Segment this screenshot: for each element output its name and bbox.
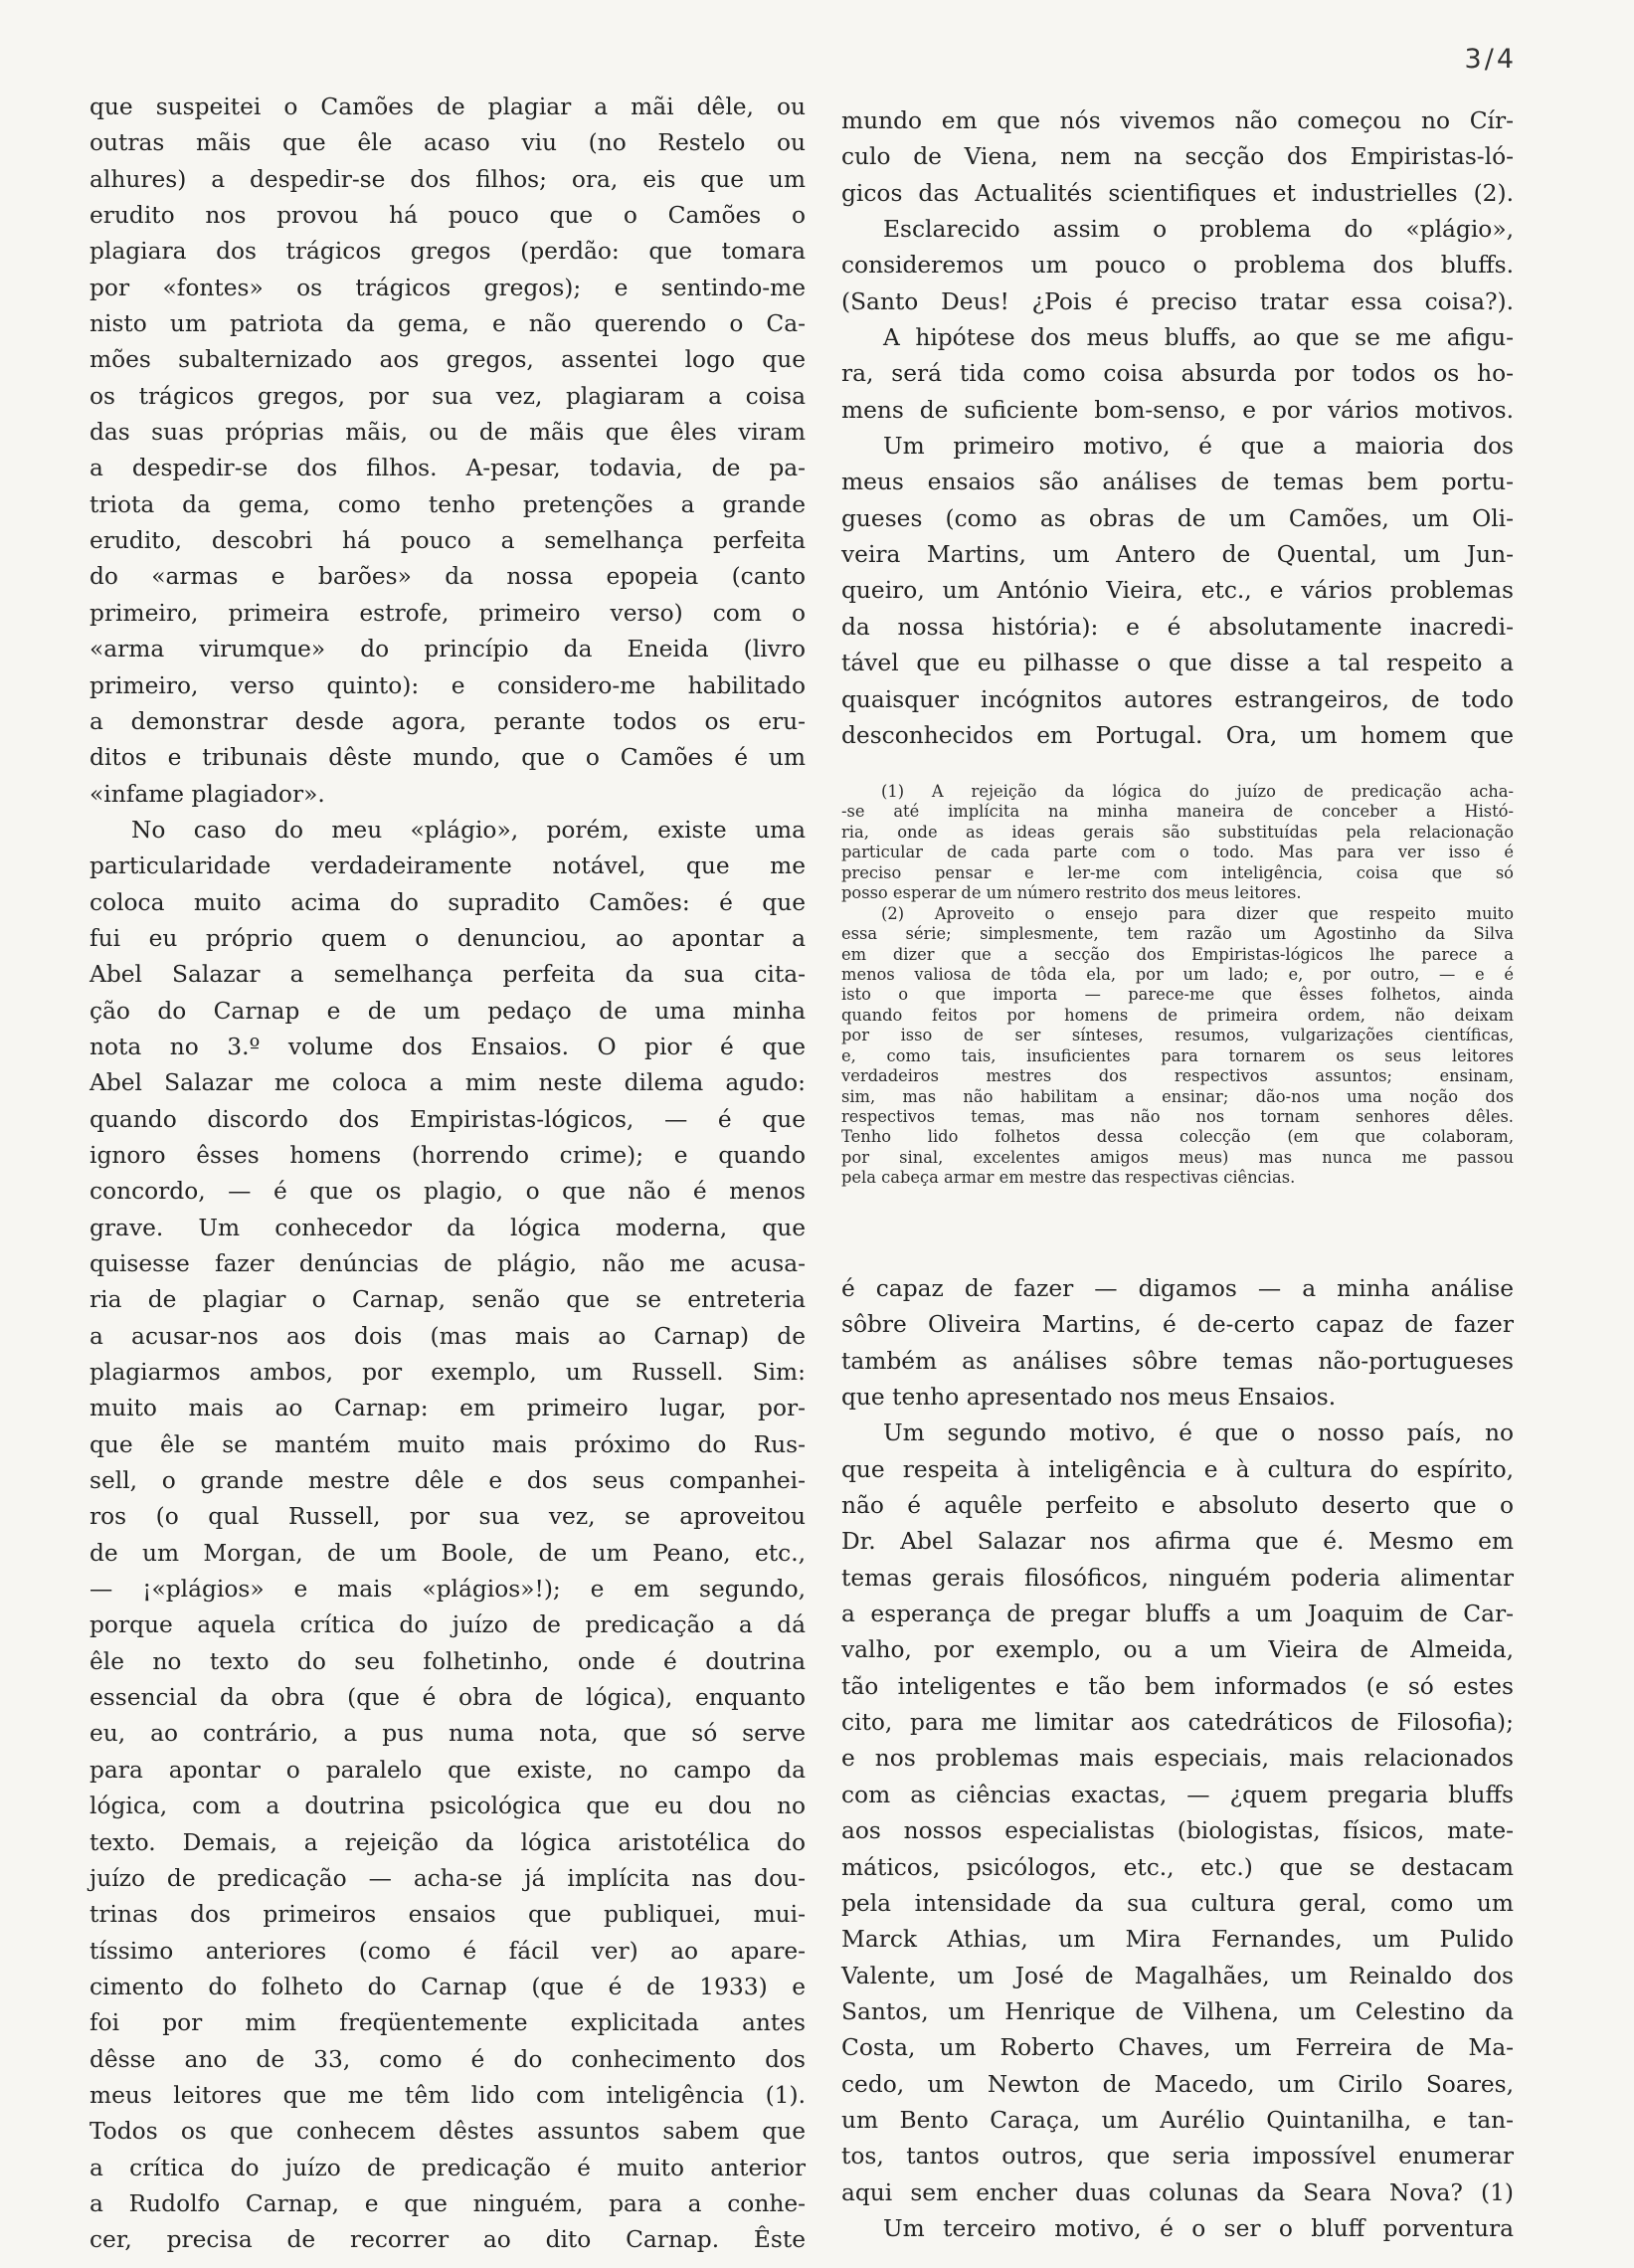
text-line: que tenho apresentado nos meus Ensaios. — [841, 1384, 1337, 1412]
text-line: grave. Um conhecedor da lógica moderna, que — [90, 1214, 806, 1241]
footnote-line: Tenho lido folhetos dessa colecção (em que colaboram, — [841, 1127, 1514, 1147]
text-line: texto. Demais, a rejeição da lógica aristotélica do — [90, 1828, 806, 1856]
text-line: lógica, com a doutrina psicológica que eu dou no — [90, 1793, 806, 1820]
text-line: que suspeitei o Camões de plagiar a mãi dêle, ou — [90, 94, 806, 120]
text-line: Abel Salazar a semelhança perfeita da sua cita- — [90, 961, 806, 989]
text-line: e nos problemas mais especiais, mais relacionados — [841, 1745, 1514, 1773]
text-line: Marck Athias, um Mira Fernandes, um Pulido — [841, 1926, 1514, 1954]
text-line: juízo de predicação — acha-se já implícita nas dou- — [90, 1864, 806, 1892]
text-line: nota no 3.º volume dos Ensaios. O pior é que — [90, 1033, 806, 1060]
text-line: triota da gema, como tenho pretenções a grande — [90, 490, 806, 518]
text-line: A hipótese dos meus bluffs, ao que se me afigu- — [883, 324, 1514, 352]
text-line: que êle se mantém muito mais próximo do Rus- — [90, 1430, 806, 1458]
text-line: mens de suficiente bom-senso, e por vários motivos. — [841, 396, 1514, 424]
text-line: valho, por exemplo, ou a um Vieira de Almeida, — [841, 1636, 1514, 1664]
text-line: Um terceiro motivo, é o ser o bluff porventura — [883, 2214, 1514, 2242]
text-line: a esperança de pregar bluffs a um Joaquim de Car- — [841, 1601, 1514, 1628]
text-line: Dr. Abel Salazar nos afirma que é. Mesmo em — [841, 1528, 1514, 1556]
left-text-column — [90, 90, 806, 2259]
text-line: Todos os que conhecem dêstes assuntos sabem que — [90, 2118, 806, 2146]
text-line: cito, para me limitar aos catedráticos de Filosofia); — [841, 1709, 1514, 1737]
text-line: meus leitores que me têm lido com inteligência (1). — [90, 2081, 806, 2109]
text-line: culo de Viena, nem na secção dos Empiristas-ló- — [841, 143, 1514, 171]
text-line: que respeita à inteligência e à cultura do espírito, — [841, 1455, 1514, 1483]
text-line: cedo, um Newton de Macedo, um Cirilo Soares, — [841, 2070, 1514, 2098]
text-line: gueses (como as obras de um Camões, um Oli- — [841, 504, 1514, 532]
text-line: mundo em que nós vivemos não começou no Cír- — [841, 107, 1514, 134]
text-line: a despedir-se dos filhos. A-pesar, todavia, de pa- — [90, 455, 806, 482]
text-line: também as análises sôbre temas não-portugueses — [841, 1347, 1514, 1375]
text-line: fui eu próprio quem o denunciou, ao apontar a — [90, 924, 806, 952]
page-number: 3/4 — [1464, 44, 1517, 75]
text-line: temas gerais filosóficos, ninguém poderia alimentar — [841, 1564, 1514, 1592]
text-line: Valente, um José de Magalhães, um Reinaldo dos — [841, 1962, 1514, 1989]
footnote-line: por isso de ser sínteses, resumos, vulgarizações científicas, — [841, 1026, 1514, 1045]
footnote-line: por sinal, excelentes amigos meus) mas nunca me passou — [841, 1147, 1514, 1167]
footnotes — [841, 782, 1514, 1189]
text-line: erudito, descobri há pouco a semelhança perfeita — [90, 527, 806, 555]
text-line: gicos das Actualités scientifiques et industrielles (2). — [841, 179, 1514, 207]
footnote-line: particular de cada parte com o todo. Mas para ver isso é — [841, 843, 1514, 862]
text-line: foi por mim freqüentemente explicitada antes — [90, 2009, 806, 2037]
text-line: dêsse ano de 33, como é do conhecimento dos — [90, 2045, 806, 2073]
text-line: êle no texto do seu folhetinho, onde é doutrina — [90, 1647, 806, 1675]
text-line: particularidade verdadeiramente notável, que me — [90, 852, 806, 880]
text-line: meus ensaios são análises de temas bem portu- — [841, 469, 1514, 496]
text-line: — ¡«plágios» e mais «plágios»!); e em segundo, — [90, 1576, 806, 1604]
footnote-line: essa série; simplesmente, tem razão um Agostinho da Silva — [841, 924, 1514, 944]
text-line: erudito nos provou há pouco que o Camões o — [90, 202, 806, 230]
footnote-line: ria, onde as ideas gerais são substituídas pela relacionação — [841, 822, 1514, 842]
footnote-line: preciso pensar e ler-me com inteligência, coisa que só — [841, 862, 1514, 882]
text-line: trinas dos primeiros ensaios que publiquei, mui- — [90, 1901, 806, 1929]
text-line: Um primeiro motivo, é que a maioria dos — [883, 433, 1514, 461]
footnote-line: posso esperar de um número restrito dos meus leitores. — [841, 883, 1302, 903]
text-line: de um Morgan, de um Boole, de um Peano, etc., — [90, 1539, 806, 1567]
text-line: Um segundo motivo, é que o nosso país, no — [883, 1419, 1514, 1447]
text-line: coloca muito acima do supradito Camões: é que — [90, 888, 806, 916]
text-line: eu, ao contrário, a pus numa nota, que só serve — [90, 1720, 806, 1748]
text-line: ros (o qual Russell, por sua vez, se aproveitou — [90, 1503, 806, 1531]
text-line: (Santo Deus! ¿Pois é preciso tratar essa coisa?). — [841, 287, 1514, 315]
footnote-line: pela cabeça armar em mestre das respectivas ciências. — [841, 1168, 1296, 1188]
right-text-column-bottom — [841, 1271, 1514, 2247]
text-line: ditos e tribunais dêste mundo, que o Camões é um — [90, 744, 806, 772]
text-line: um Bento Caraça, um Aurélio Quintanilha, e tan- — [841, 2106, 1514, 2134]
text-line: quando discordo dos Empiristas-lógicos, — é que — [90, 1105, 806, 1133]
text-line: Santos, um Henrique de Vilhena, um Celestino da — [841, 1997, 1514, 2025]
text-line: queiro, um António Vieira, etc., e vários problemas — [841, 577, 1514, 605]
text-line: ra, será tida como coisa absurda por todos os ho- — [841, 360, 1514, 388]
text-line: os trágicos gregos, por sua vez, plagiaram a coisa — [90, 382, 806, 410]
text-line: quaisquer incógnitos autores estrangeiros, de todo — [841, 685, 1514, 713]
text-line: outras mãis que êle acaso viu (no Restelo ou — [90, 129, 806, 157]
text-line: a Rudolfo Carnap, e que ninguém, para a conhe- — [90, 2189, 806, 2217]
text-line: tão inteligentes e tão bem informados (e só estes — [841, 1672, 1514, 1700]
text-line: cimento do folheto do Carnap (que é de 1933) e — [90, 1973, 806, 2000]
text-line: No caso do meu «plágio», porém, existe uma — [131, 816, 806, 844]
text-line: Abel Salazar me coloca a mim neste dilema agudo: — [90, 1069, 806, 1097]
text-line: aos nossos especialistas (biologistas, físicos, mate- — [841, 1817, 1514, 1845]
footnote-line: e, como tais, insuficientes para tornarem os seus leitores — [841, 1045, 1514, 1065]
text-line: a crítica do juízo de predicação é muito anterior — [90, 2154, 806, 2181]
footnote-line: quando feitos por homens de primeira ordem, não deixam — [841, 1005, 1514, 1025]
text-line: ignoro êsses homens (horrendo crime); e quando — [90, 1141, 806, 1169]
text-line: não é aquêle perfeito e absoluto deserto que o — [841, 1492, 1514, 1520]
right-text-column-top — [841, 103, 1514, 754]
text-line: com as ciências exactas, — ¿quem pregaria bluffs — [841, 1781, 1514, 1808]
text-line: nisto um patriota da gema, e não querendo o Ca- — [90, 310, 806, 338]
text-line: mões subalternizado aos gregos, assentei logo que — [90, 346, 806, 374]
text-line: da nossa história): e é absolutamente inacredi- — [841, 613, 1514, 641]
text-line: aqui sem encher duas colunas da Seara Nova? (1) — [841, 2178, 1514, 2206]
text-line: ria de plagiar o Carnap, senão que se entreteria — [90, 1286, 806, 1314]
text-line: essencial da obra (que é obra de lógica), enquanto — [90, 1684, 806, 1712]
text-line: primeiro, primeira estrofe, primeiro verso) com o — [90, 599, 806, 627]
text-line: plagiarmos ambos, por exemplo, um Russell. Sim: — [90, 1359, 806, 1387]
text-line: concordo, — é que os plagio, o que não é menos — [90, 1178, 806, 1206]
text-line: Costa, um Roberto Chaves, um Ferreira de Ma- — [841, 2034, 1514, 2062]
text-line: «infame plagiador». — [90, 780, 325, 808]
footnote-line: menos valiosa de tôda ela, por um lado; e, por outro, — e é — [841, 964, 1514, 984]
text-line: porque aquela crítica do juízo de predicação a dá — [90, 1611, 806, 1639]
text-line: tos, tantos outros, que seria impossível enumerar — [841, 2143, 1514, 2171]
footnote-line: respectivos temas, mas não nos tornam senhores dêles. — [841, 1107, 1514, 1126]
text-line: cer, precisa de recorrer ao dito Carnap. Êste — [90, 2226, 806, 2254]
footnote-line: sim, mas não habilitam a ensinar; dão-nos uma noção dos — [841, 1086, 1514, 1106]
text-line: quisesse fazer denúncias de plágio, não me acusa- — [90, 1250, 806, 1277]
text-line: tável que eu pilhasse o que disse a tal respeito a — [841, 650, 1514, 677]
footnote-line: verdadeiros mestres dos respectivos assuntos; ensinam, — [841, 1066, 1514, 1086]
text-line: alhures) a despedir-se dos filhos; ora, eis que um — [90, 165, 806, 193]
text-line: plagiara dos trágicos gregos (perdão: que tomara — [90, 238, 806, 266]
footnote-line: isto o que importa — parece-me que êsses folhetos, ainda — [841, 985, 1514, 1005]
text-line: pela intensidade da sua cultura geral, como um — [841, 1889, 1514, 1917]
text-line: «arma virumque» do princípio da Eneida (livro — [90, 636, 806, 663]
text-line: máticos, psicólogos, etc., etc.) que se destacam — [841, 1853, 1514, 1881]
text-line: sell, o grande mestre dêle e dos seus companhei- — [90, 1467, 806, 1495]
text-line: Esclarecido assim o problema do «plágio», — [883, 216, 1514, 244]
text-line: é capaz de fazer — digamos — a minha análise — [841, 1275, 1514, 1302]
text-line: primeiro, verso quinto): e considero-me habilitado — [90, 671, 806, 699]
text-line: veira Martins, um Antero de Quental, um Jun- — [841, 541, 1514, 569]
text-line: das suas próprias mãis, ou de mãis que êles viram — [90, 419, 806, 447]
text-line: do «armas e barões» da nossa epopeia (canto — [90, 563, 806, 591]
footnote-line: (1) A rejeição da lógica do juízo de predicação acha- — [881, 782, 1514, 801]
footnote-line: (2) Aproveito o ensejo para dizer que respeito muito — [881, 903, 1514, 923]
footnote-line: em dizer que a secção dos Empiristas-lógicos lhe parece a — [841, 944, 1514, 964]
text-line: a acusar-nos aos dois (mas mais ao Carnap) de — [90, 1322, 806, 1350]
text-line: por «fontes» os trágicos gregos); e sentindo-me — [90, 274, 806, 301]
text-line: a demonstrar desde agora, perante todos os eru- — [90, 707, 806, 735]
text-line: tíssimo anteriores (como é fácil ver) ao apare- — [90, 1937, 806, 1965]
text-line: para apontar o paralelo que existe, no campo da — [90, 1756, 806, 1784]
footnote-line: -se até implícita na minha maneira de conceber a Histó- — [841, 802, 1514, 822]
text-line: sôbre Oliveira Martins, é de-certo capaz de fazer — [841, 1311, 1514, 1339]
text-line: ção do Carnap e de um pedaço de uma minha — [90, 997, 806, 1025]
text-line: muito mais ao Carnap: em primeiro lugar, por- — [90, 1395, 806, 1422]
text-line: consideremos um pouco o problema dos bluffs. — [841, 252, 1514, 280]
text-line: desconhecidos em Portugal. Ora, um homem que — [841, 721, 1514, 749]
